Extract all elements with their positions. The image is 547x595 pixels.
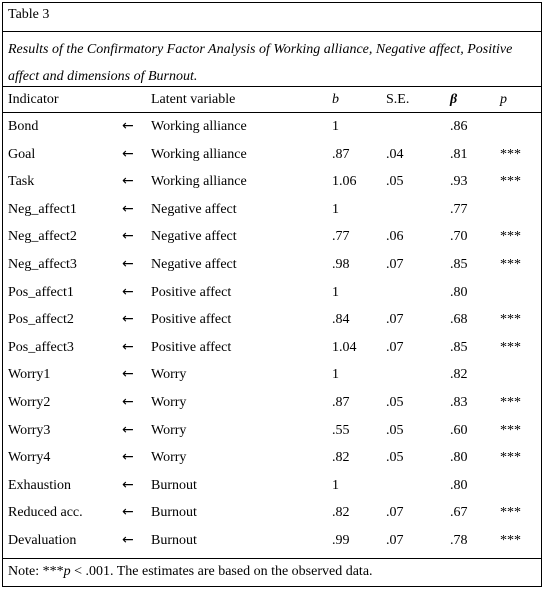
left-arrow-icon: ←	[122, 256, 134, 272]
indicator-cell: Task	[8, 174, 35, 190]
left-arrow-icon: ←	[122, 366, 134, 383]
p-cell: ***	[500, 146, 521, 162]
indicator-cell: Pos_affect2	[8, 312, 74, 328]
table-row	[2, 197, 542, 224]
latent-variable-cell: Negative affect	[151, 201, 237, 217]
latent-variable-cell: Negative affect	[151, 257, 237, 272]
p-cell: ***	[500, 339, 521, 355]
header-beta: β	[450, 92, 458, 107]
beta-cell: .78	[450, 533, 468, 548]
left-arrow-icon: ←	[122, 283, 134, 300]
latent-variable-cell: Worry	[151, 367, 187, 383]
latent-variable-cell: Negative affect	[151, 229, 237, 245]
beta-cell: .67	[450, 505, 468, 521]
table-row	[2, 528, 542, 555]
se-cell: .07	[386, 505, 404, 521]
p-cell: ***	[500, 257, 521, 272]
b-cell: 1.04	[332, 339, 357, 355]
beta-cell: .82	[450, 367, 468, 383]
table-row	[2, 390, 542, 417]
latent-variable-cell: Burnout	[151, 477, 197, 493]
se-cell: .05	[386, 450, 404, 466]
table-note	[8, 564, 373, 580]
table-row	[2, 142, 542, 169]
p-cell: ***	[500, 422, 521, 438]
beta-cell: .77	[450, 201, 468, 217]
p-cell: ***	[500, 450, 521, 466]
table-row	[2, 445, 542, 472]
indicator-cell: Neg_affect1	[8, 201, 77, 217]
p-cell: ***	[500, 505, 521, 521]
left-arrow-icon: ←	[122, 394, 134, 410]
header-b: b	[332, 92, 339, 107]
p-cell: ***	[500, 395, 521, 410]
left-arrow-icon: ←	[122, 449, 134, 466]
left-arrow-icon: ←	[122, 228, 134, 245]
indicator-cell: Goal	[8, 146, 36, 162]
table-caption: Results of the Confirmatory Factor Analysis of Working alliance, Negative affect, Positive affect and dimensions of Burnout.	[8, 42, 513, 84]
b-cell: 1	[332, 119, 339, 134]
b-cell: 1	[332, 477, 339, 493]
p-cell: ***	[500, 533, 521, 548]
b-cell: .87	[332, 395, 350, 410]
indicator-cell: Devaluation	[8, 533, 77, 548]
title-divider	[2, 31, 542, 32]
table-label: Table 3	[8, 7, 50, 22]
b-cell: .87	[332, 146, 350, 162]
header-latent-variable: Latent variable	[151, 92, 236, 107]
p-cell: ***	[500, 312, 521, 328]
indicator-cell: Worry2	[8, 395, 51, 410]
indicator-cell: Worry1	[8, 367, 51, 383]
beta-cell: .70	[450, 229, 468, 245]
left-arrow-icon: ←	[122, 200, 134, 217]
indicator-cell: Worry4	[8, 450, 51, 466]
beta-cell: .86	[450, 119, 468, 134]
latent-variable-cell: Worry	[151, 450, 187, 466]
latent-variable-cell: Worry	[151, 422, 187, 438]
b-cell: .77	[332, 229, 350, 245]
left-arrow-icon: ←	[122, 504, 134, 521]
latent-variable-cell: Burnout	[151, 505, 197, 521]
se-cell: .07	[386, 257, 404, 272]
latent-variable-cell: Working alliance	[151, 174, 247, 190]
b-cell: .82	[332, 450, 350, 466]
se-cell: .04	[386, 146, 404, 162]
se-cell: .07	[386, 312, 404, 328]
indicator-cell: Reduced acc.	[8, 505, 83, 521]
table-row	[2, 473, 542, 500]
latent-variable-cell: Positive affect	[151, 312, 232, 328]
se-cell: .07	[386, 339, 404, 355]
table-row	[2, 114, 542, 141]
b-cell: .84	[332, 312, 350, 328]
beta-cell: .81	[450, 146, 468, 162]
indicator-cell: Pos_affect1	[8, 284, 74, 300]
header-se: S.E.	[386, 92, 410, 107]
left-arrow-icon: ←	[122, 338, 134, 355]
table-row	[2, 224, 542, 251]
beta-cell: .80	[450, 284, 468, 300]
b-cell: .82	[332, 505, 350, 521]
beta-cell: .85	[450, 257, 468, 272]
note-suffix: < .001. The estimates are based on the observed data.	[70, 564, 373, 579]
latent-variable-cell: Burnout	[151, 533, 197, 548]
beta-cell: .80	[450, 450, 468, 466]
left-arrow-icon: ←	[122, 532, 134, 548]
left-arrow-icon: ←	[122, 421, 134, 438]
note-prefix: Note: ***	[8, 564, 64, 579]
p-cell: ***	[500, 229, 521, 245]
left-arrow-icon: ←	[122, 173, 134, 190]
table-row	[2, 500, 542, 527]
se-cell: .05	[386, 174, 404, 190]
note-rule	[2, 558, 542, 559]
beta-cell: .83	[450, 395, 468, 410]
se-cell: .05	[386, 422, 404, 438]
header-indicator: Indicator	[8, 92, 59, 107]
table-row	[2, 280, 542, 307]
table-row	[2, 169, 542, 196]
beta-cell: .68	[450, 312, 468, 328]
latent-variable-cell: Positive affect	[151, 284, 232, 300]
header-p: p	[500, 92, 507, 107]
beta-cell: .93	[450, 174, 468, 190]
header-bottom-rule	[2, 112, 542, 113]
se-cell: .07	[386, 533, 404, 548]
beta-cell: .80	[450, 477, 468, 493]
b-cell: 1	[332, 201, 339, 217]
indicator-cell: Neg_affect3	[8, 257, 77, 272]
p-cell: ***	[500, 174, 521, 190]
latent-variable-cell: Worry	[151, 395, 187, 410]
b-cell: .55	[332, 422, 350, 438]
table-header-row	[2, 87, 542, 114]
left-arrow-icon: ←	[122, 145, 134, 162]
table-row	[2, 418, 542, 445]
left-arrow-icon: ←	[122, 476, 134, 493]
indicator-cell: Pos_affect3	[8, 339, 74, 355]
indicator-cell: Neg_affect2	[8, 229, 77, 245]
table-row	[2, 335, 542, 362]
left-arrow-icon: ←	[122, 311, 134, 328]
beta-cell: .60	[450, 422, 468, 438]
b-cell: 1.06	[332, 174, 357, 190]
se-cell: .06	[386, 229, 404, 245]
b-cell: 1	[332, 367, 339, 383]
b-cell: .98	[332, 257, 350, 272]
latent-variable-cell: Working alliance	[151, 119, 247, 134]
b-cell: .99	[332, 533, 350, 548]
table-row	[2, 362, 542, 389]
note-p-symbol: p	[63, 564, 71, 579]
latent-variable-cell: Positive affect	[151, 339, 232, 355]
latent-variable-cell: Working alliance	[151, 146, 247, 162]
b-cell: 1	[332, 284, 339, 300]
table-row	[2, 307, 542, 334]
beta-cell: .85	[450, 339, 468, 355]
indicator-cell: Exhaustion	[8, 477, 71, 493]
indicator-cell: Worry3	[8, 422, 51, 438]
table-row	[2, 252, 542, 279]
left-arrow-icon: ←	[122, 118, 134, 134]
indicator-cell: Bond	[8, 119, 39, 134]
se-cell: .05	[386, 395, 404, 410]
